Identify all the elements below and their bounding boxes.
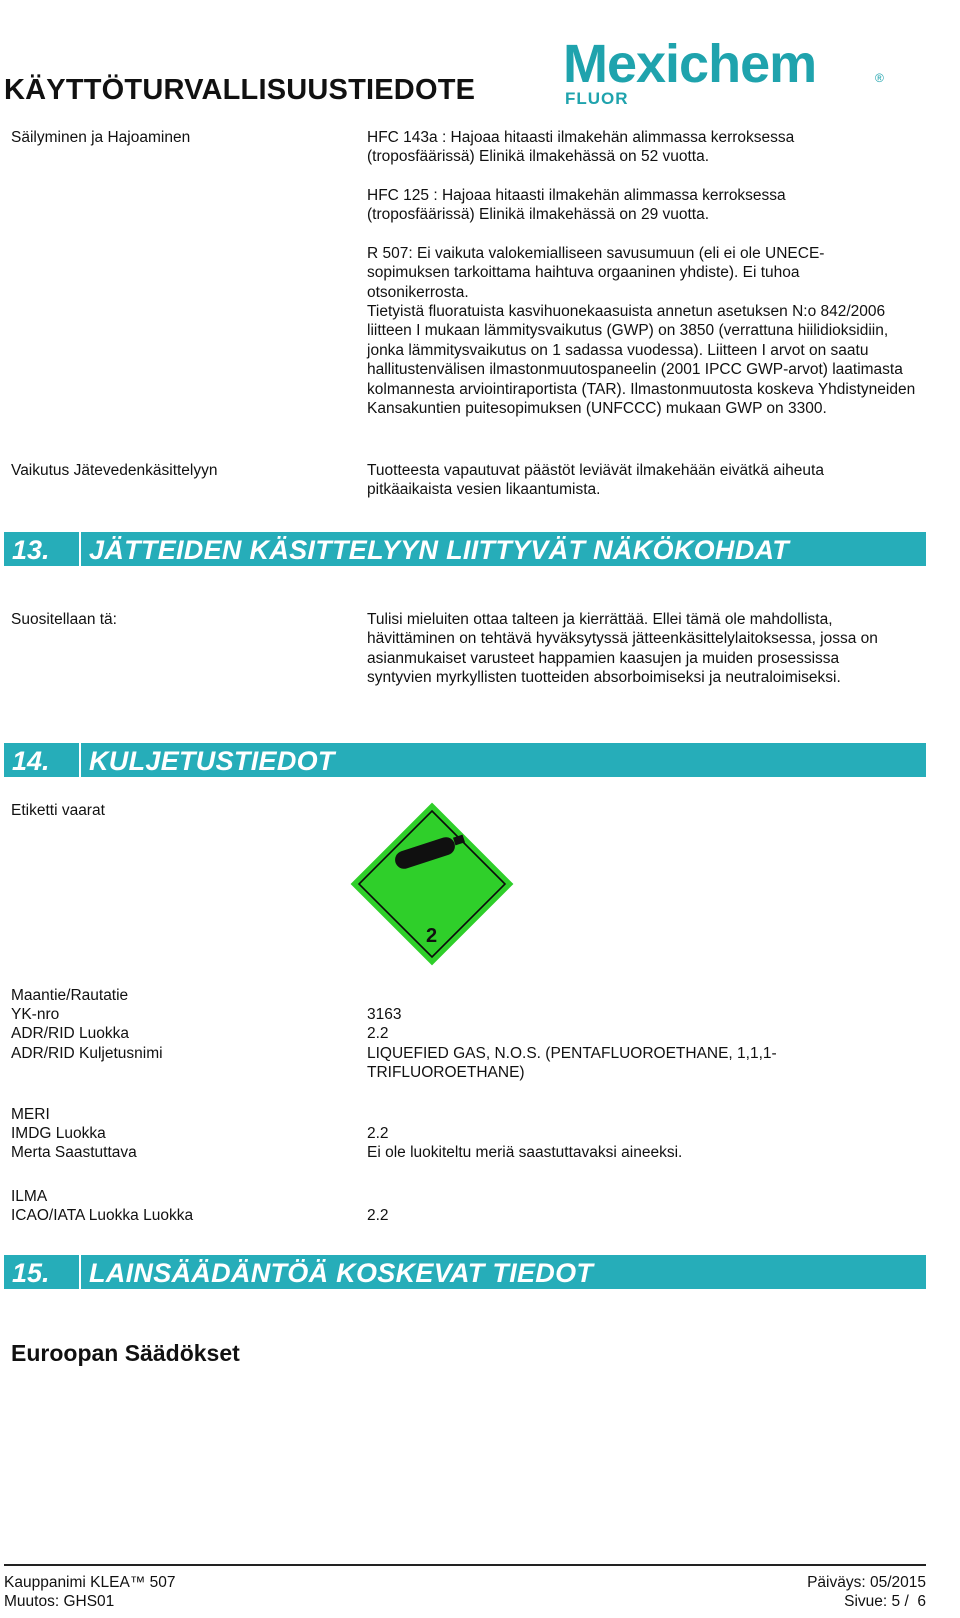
persistence-paragraph-3: R 507: Ei vaikuta valokemialliseen savusumuun (eli ei ole UNECE-sopimuksen tarkoittama haihtuva orgaaninen yhdiste). Ei tuhoa otsonikerrosta. [367, 245, 825, 301]
section-13-header [4, 532, 926, 566]
footer-rule [4, 1564, 926, 1566]
logo-sub-text: FLUOR [565, 89, 629, 108]
adr-shipping-name-value: LIQUEFIED GAS, N.O.S. (PENTAFLUOROETHANE, 1,1,1-TRIFLUOROETHANE) [367, 1045, 777, 1082]
section-14-title: KULJETUSTIEDOT [89, 746, 335, 776]
footer-date: Päiväys: 05/2015 [807, 1574, 926, 1591]
persistence-paragraph-2: HFC 125 : Hajoaa hitaasti ilmakehän alimmassa kerroksessa (troposfäärissä) Elinikä ilmakehässä on 29 vuotta. [367, 187, 786, 224]
adr-class-value: 2.2 [367, 1025, 389, 1042]
un-number-label: YK-nro [11, 1006, 60, 1023]
imdg-class-label: IMDG Luokka [11, 1125, 106, 1142]
icao-class-label: ICAO/IATA Luokka Luokka [11, 1207, 194, 1224]
hazard-label: Etiketti vaarat [11, 802, 105, 819]
adr-class-label: ADR/RID Luokka [11, 1025, 130, 1042]
logo-registered-mark: ® [875, 71, 884, 85]
marine-pollutant-label: Merta Saastuttava [11, 1144, 137, 1161]
logo-main-text: Mexichem [563, 36, 817, 94]
wastewater-value: Tuotteesta vapautuvat päästöt leviävät ilmakehään eivätkä aiheuta pitkäaikaista vesien likaantumista. [367, 462, 824, 499]
section-14-divider [79, 743, 81, 777]
persistence-paragraph-1: HFC 143a : Hajoaa hitaasti ilmakehän alimmassa kerroksessa (troposfäärissä) Elinikä ilmakehässä on 52 vuotta. [367, 129, 795, 166]
disposal-label: Suositellaan tä: [11, 611, 117, 628]
footer-page-number: Sivue: 5 / 6 [844, 1593, 926, 1610]
marine-pollutant-value: Ei ole luokiteltu meriä saastuttavaksi aineeksi. [367, 1144, 683, 1161]
document-title: KÄYTTÖTURVALLISUUSTIEDOTE [4, 74, 476, 106]
un-number-value: 3163 [367, 1006, 402, 1023]
air-heading: ILMA [11, 1188, 48, 1205]
sea-heading: MERI [11, 1106, 50, 1123]
footer-product-name: Kauppanimi KLEA™ 507 [4, 1574, 176, 1591]
section-14-header [4, 743, 926, 777]
adr-shipping-name-label: ADR/RID Kuljetusnimi [11, 1045, 163, 1062]
hazard-class-number: 2 [426, 925, 438, 947]
section-15-number: 15. [12, 1258, 50, 1288]
mexichem-logo [563, 36, 923, 116]
imdg-class-value: 2.2 [367, 1125, 389, 1142]
section-13-divider [79, 532, 81, 566]
section-15-divider [79, 1255, 81, 1289]
wastewater-label: Vaikutus Jätevedenkäsittelyyn [11, 462, 218, 479]
section-13-title: JÄTTEIDEN KÄSITTELYYN LIITTYVÄT NÄKÖKOHDAT [89, 535, 790, 565]
section-14-number: 14. [12, 746, 50, 776]
disposal-value: Tulisi mieluiten ottaa talteen ja kierrättää. Ellei tämä ole mahdollista, hävittäminen on tehtävä hyväksytyssä jätteenkäsittelylaitoksessa, jossa on asianmukaiset varusteet happamien kaasujen ja muiden prosessissa syntyvien myrkyllisten tuotteiden absorboimiseksi ja neutraloimiseksi. [367, 611, 878, 687]
footer-revision: Muutos: GHS01 [4, 1593, 115, 1610]
european-regulations-heading: Euroopan Säädökset [11, 1340, 240, 1366]
persistence-paragraph-4: Tietyistä fluoratuista kasvihuonekaasuista annetun asetuksen N:o 842/2006 liitteen I mukaan lämmitysvaikutus (GWP) on 3850 (verrattuna hiilidioksidiin, jonka lämmitysvaikutus on 1 sadassa vuodessa). Liitteen I arvot on saatu hallitustenvälisen ilmastonmuutospaneelin (2001 IPCC GWP-arvot) laatimasta kolmannesta arviointiraportista (TAR). Ilmastonmuutosta koskeva Yhdistyneiden Kansakuntien puitesopimuksen (UNFCCC) mukaan GWP on 3300. [367, 303, 916, 418]
section-13-number: 13. [12, 535, 50, 565]
road-rail-heading: Maantie/Rautatie [11, 987, 129, 1004]
icao-class-value: 2.2 [367, 1207, 389, 1224]
section-15-title: LAINSÄÄDÄNTÖÄ KOSKEVAT TIEDOT [89, 1258, 594, 1288]
persistence-label: Säilyminen ja Hajoaminen [11, 129, 191, 146]
non-flammable-gas-pictogram [350, 802, 514, 966]
section-15-header [4, 1255, 926, 1289]
